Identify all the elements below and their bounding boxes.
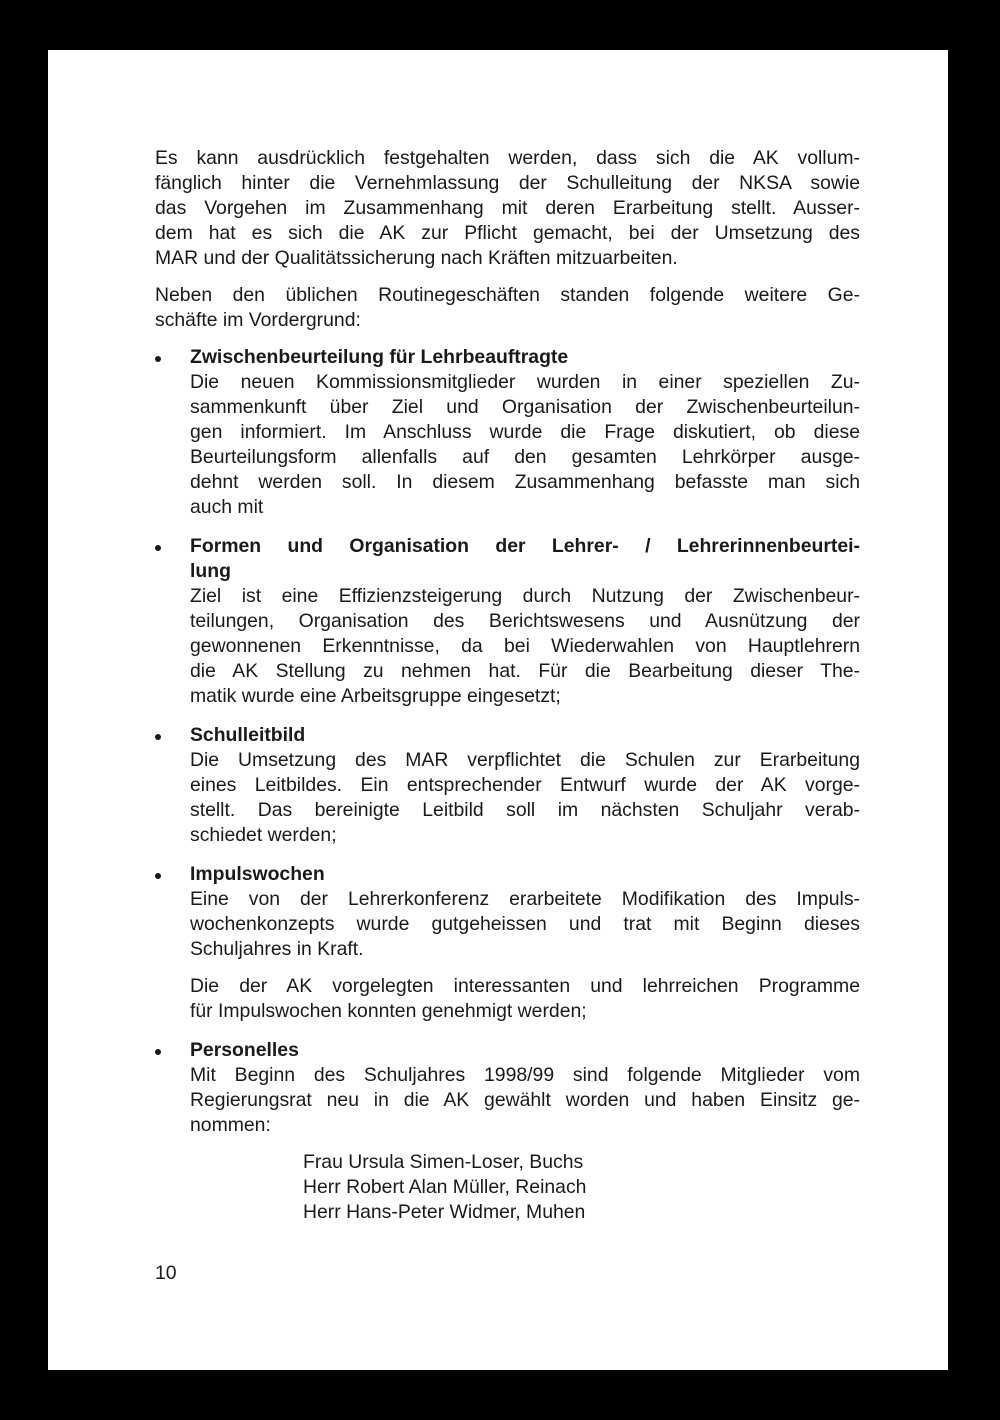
bullet-icon (155, 734, 161, 740)
item-title: lung (190, 560, 231, 582)
item-body-line: gewonnenen Erkenntnisse, da bei Wiederwahlen von Hauptlehrern (190, 635, 860, 657)
item-title: Impulswochen (190, 863, 325, 885)
item-body-line: sammenkunft über Ziel und Organisation der Zwischenbeurteilun- (190, 396, 860, 418)
item-title: Zwischenbeurteilung für Lehrbeauftragte (190, 346, 569, 368)
item-body (190, 1063, 860, 1138)
item-body-line: Eine von der Lehrerkonferenz erarbeitete Modifikation des Impuls- (190, 888, 860, 910)
item-extra-paragraph (190, 974, 860, 1024)
item-body-line: Regierungsrat neu in die AK gewählt worden und haben Einsitz ge- (190, 1089, 860, 1111)
bullet-icon (155, 1049, 161, 1055)
intro-line: dem hat es sich die AK zur Pflicht gemacht, bei der Umsetzung des (155, 222, 860, 244)
item-body-line: schiedet werden; (190, 824, 337, 846)
item-body-line: Mit Beginn des Schuljahres 1998/99 sind folgende Mitglieder vom (190, 1064, 860, 1086)
document-page (48, 50, 948, 1370)
lead-paragraph (155, 283, 860, 333)
item-body-line: eines Leitbildes. Ein entsprechender Entwurf wurde der AK vorge- (190, 774, 860, 796)
item-title: Formen und Organisation der Lehrer- / Lehrerinnenbeurtei- (190, 535, 860, 557)
list-item (155, 723, 860, 848)
bullet-icon (155, 356, 161, 362)
member-name: Frau Ursula Simen-Loser, Buchs (303, 1151, 584, 1173)
item-body (190, 584, 860, 709)
intro-line: fänglich hinter die Vernehmlassung der Schulleitung der NKSA sowie (155, 172, 860, 194)
intro-line: Es kann ausdrücklich festgehalten werden, dass sich die AK vollum- (155, 147, 860, 169)
item-body-line: Die Umsetzung des MAR verpflichtet die Schulen zur Erarbeitung (190, 749, 860, 771)
item-title: Schulleitbild (190, 724, 306, 746)
item-body-line: stellt. Das bereinigte Leitbild soll im nächsten Schuljahr verab- (190, 799, 860, 821)
list-item (155, 1038, 860, 1225)
member-names (190, 1150, 860, 1225)
member-name: Herr Hans-Peter Widmer, Muhen (303, 1201, 586, 1223)
item-body-line: matik wurde eine Arbeitsgruppe eingesetzt; (190, 685, 561, 707)
item-extra-line: Die der AK vorgelegten interessanten und lehrreichen Programme (190, 975, 860, 997)
bullet-icon (155, 873, 161, 879)
item-body-line: gen informiert. Im Anschluss wurde die Frage diskutiert, ob diese (190, 421, 860, 443)
item-body (190, 887, 860, 962)
page-number: 10 (155, 1262, 177, 1284)
item-body-line: Ziel ist eine Effizienzsteigerung durch Nutzung der Zwischenbeur- (190, 585, 860, 607)
page-content (155, 146, 860, 1239)
item-extra-line: für Impulswochen konnten genehmigt werden; (190, 1000, 587, 1022)
item-body-line: dehnt werden soll. In diesem Zusammenhang befasste man sich (190, 471, 860, 493)
item-body-line: nommen: (190, 1114, 271, 1136)
bullet-icon (155, 545, 161, 551)
item-body-line: Schuljahres in Kraft. (190, 938, 364, 960)
member-name: Herr Robert Alan Müller, Reinach (303, 1176, 587, 1198)
list-item (155, 534, 860, 709)
item-body-line: Beurteilungsform allenfalls auf den gesamten Lehrkörper ausge- (190, 446, 860, 468)
topic-list (155, 345, 860, 1225)
item-body-line: Die neuen Kommissionsmitglieder wurden in einer speziellen Zu- (190, 371, 860, 393)
list-item (155, 862, 860, 1024)
list-item (155, 345, 860, 520)
item-title: Personelles (190, 1039, 299, 1061)
lead-line: schäfte im Vordergrund: (155, 309, 361, 331)
item-body (190, 748, 860, 848)
item-body-line: wochenkonzepts wurde gutgeheissen und trat mit Beginn dieses (190, 913, 860, 935)
intro-line: das Vorgehen im Zusammenhang mit deren Erarbeitung stellt. Ausser- (155, 197, 860, 219)
item-body-line: auch mit (190, 496, 264, 518)
item-body-line: teilungen, Organisation des Berichtswesens und Ausnützung der (190, 610, 860, 632)
intro-paragraph (155, 146, 860, 271)
item-body (190, 370, 860, 520)
intro-line: MAR und der Qualitätssicherung nach Kräften mitzuarbeiten. (155, 247, 678, 269)
item-body-line: die AK Stellung zu nehmen hat. Für die Bearbeitung dieser The- (190, 660, 860, 682)
lead-line: Neben den üblichen Routinegeschäften standen folgende weitere Ge- (155, 284, 860, 306)
